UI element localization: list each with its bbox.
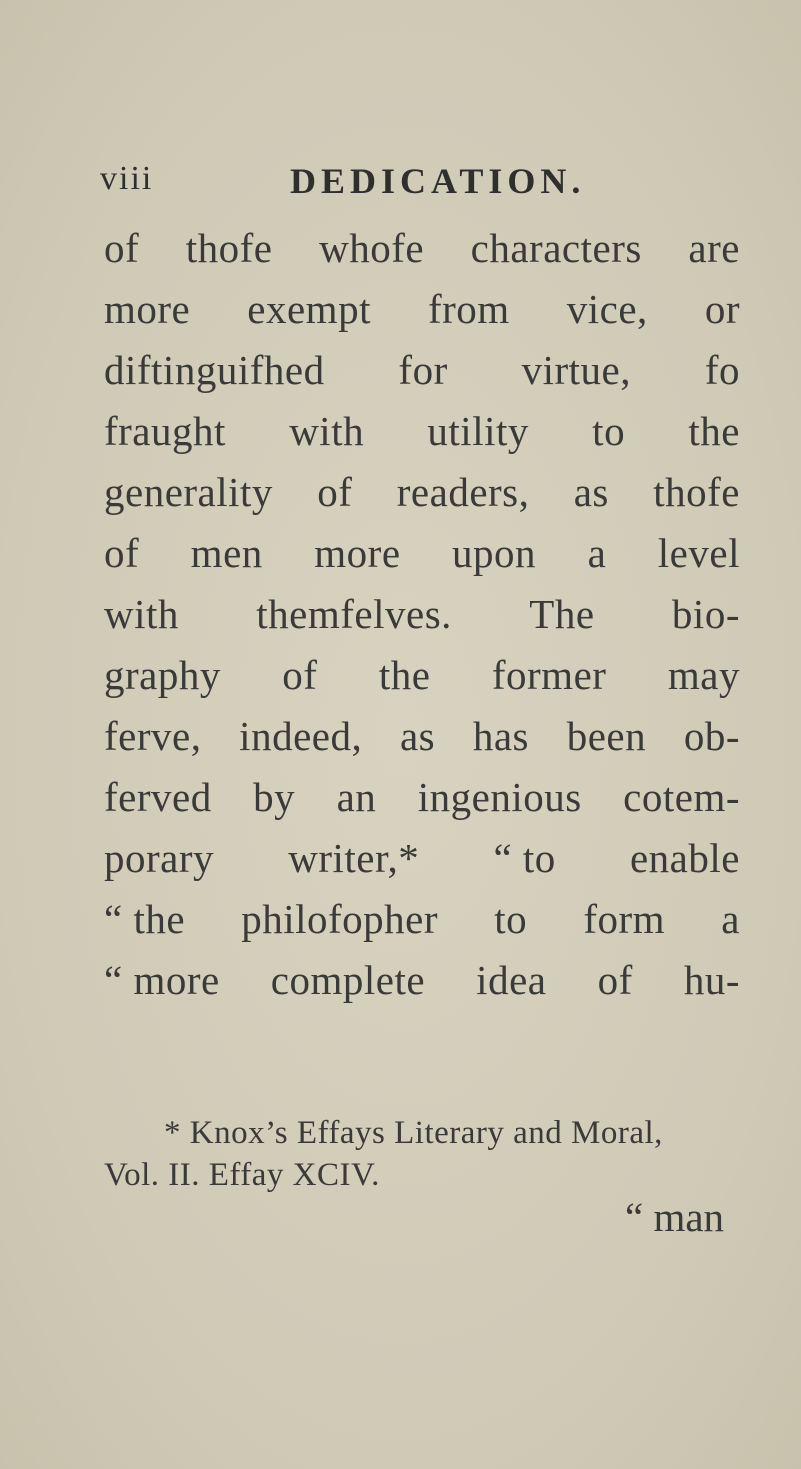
word: characters [470,225,642,271]
word: an [336,774,377,820]
word: vice, [566,286,648,332]
word: graphy [104,652,221,698]
word: diftinguifhed [104,347,325,393]
footnote-line: * Knox’s Effays Literary and Moral, [164,1115,663,1151]
word: “ the [104,896,186,942]
word: thofe [653,469,740,515]
text-line [104,828,740,889]
word: ferved [104,774,212,820]
word: to [592,408,626,454]
text-line [104,767,740,828]
text-line [104,645,740,706]
word: with [104,591,179,637]
word: readers, [396,469,530,515]
word: whofe [319,225,425,271]
word: “ to [493,835,556,881]
footnote-line: Vol. II. Effay XCIV. [104,1157,380,1193]
word: level [657,530,740,576]
word: themfelves. [256,591,452,637]
word: as [573,469,609,515]
footnote [104,1112,724,1196]
word: upon [452,530,537,576]
word: more [104,286,191,332]
word: of [317,469,353,515]
catchword: “ man [625,1194,725,1240]
word: ingenious [417,774,582,820]
word: cotem- [623,774,740,820]
running-head: DEDICATION. [290,161,586,201]
word: bio- [671,591,740,637]
page-header [100,160,720,200]
word: enable [629,835,740,881]
text-line [104,706,740,767]
word: of [597,957,633,1003]
word: “ more [104,957,220,1003]
word: men [190,530,263,576]
word: former [491,652,607,698]
word: or [704,286,740,332]
word: indeed, [239,713,363,759]
word: ob- [683,713,740,759]
word: generality [104,469,273,515]
word: fo [704,347,740,393]
word: for [398,347,448,393]
word: the [378,652,431,698]
word: complete [270,957,426,1003]
word: has [472,713,529,759]
word: writer,* [288,835,420,881]
text-line [104,584,740,645]
word: form [583,896,666,942]
word: as [399,713,436,759]
word: by [253,774,296,820]
word: thofe [185,225,273,271]
word: hu- [683,957,740,1003]
word: to [494,896,528,942]
text-line [104,889,740,950]
word: with [289,408,365,454]
word: idea [476,957,547,1003]
word: exempt [247,286,371,332]
text-line [104,523,740,584]
word: ferve, [104,713,202,759]
word: of [104,530,140,576]
word: from [428,286,510,332]
word: philofopher [241,896,439,942]
word: fraught [104,408,226,454]
word: virtue, [521,347,631,393]
word: of [104,225,140,271]
word: more [314,530,401,576]
text-line [104,462,740,523]
word: porary [104,835,215,881]
word: been [566,713,647,759]
word: utility [427,408,529,454]
text-line [104,218,740,279]
page-number: viii [100,160,154,197]
word: a [587,530,607,576]
text-line [104,401,740,462]
word: of [282,652,318,698]
text-line [104,279,740,340]
word: the [688,408,740,454]
body-text [104,218,740,1011]
text-line [104,340,740,401]
word: The [529,591,595,637]
word: may [667,652,740,698]
word: are [688,225,740,271]
text-line [104,950,740,1011]
word: a [721,896,740,942]
